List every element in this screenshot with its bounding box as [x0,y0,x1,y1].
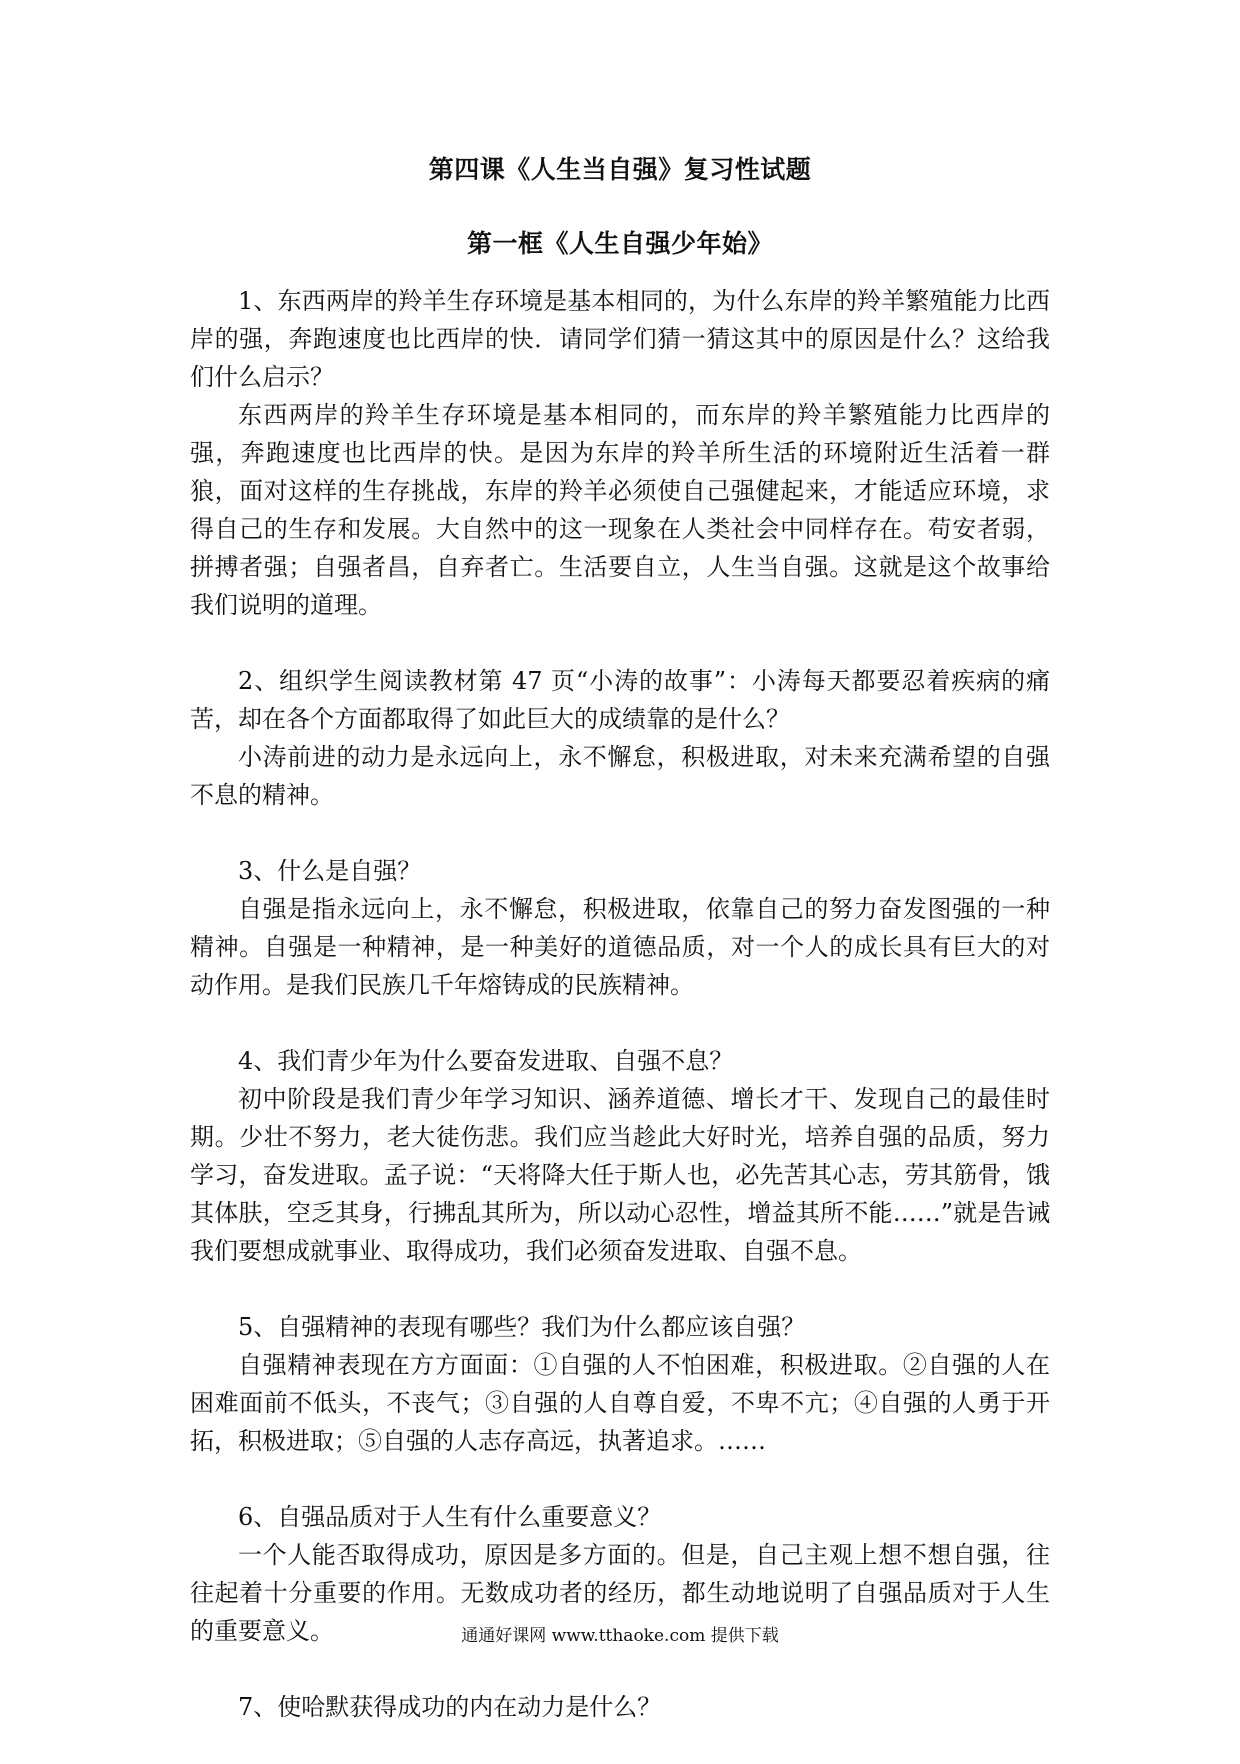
question-text: 2、组织学生阅读教材第 47 页“小涛的故事”：小涛每天都要忍着疾病的痛苦，却在各个方面都取得了如此巨大的成绩靠的是什么？ [190,667,1050,733]
qa-item-5 [190,1308,1050,1460]
answer-text: 初中阶段是我们青少年学习知识、涵养道德、增长才干、发现自己的最佳时期。少壮不努力，老大徒伤悲。我们应当趁此大好时光，培养自强的品质，努力学习，奋发进取。孟子说：“天将降大任于斯人也，必先苦其心志，劳其筋骨，饿其体肤，空乏其身，行拂乱其所为，所以动心忍性，增益其所不能……”就是告诫我们要想成就事业、取得成功，我们必须奋发进取、自强不息。 [190,1085,1050,1265]
qa-item-7 [190,1688,1050,1726]
question-text: 3、什么是自强？ [238,857,422,885]
question-text: 4、我们青少年为什么要奋发进取、自强不息？ [238,1047,734,1075]
answer-text: 东西两岸的羚羊生存环境是基本相同的，而东岸的羚羊繁殖能力比西岸的强，奔跑速度也比西岸的快。是因为东岸的羚羊所生活的环境附近生活着一群狼，面对这样的生存挑战，东岸的羚羊必须使自己强健起来，才能适应环境，求得自己的生存和发展。大自然中的这一现象在人类社会中同样存在。苟安者弱，拼搏者强；自强者昌，自弃者亡。生活要自立，人生当自强。这就是这个故事给我们说明的道理。 [190,401,1050,619]
question-text: 7、使哈默获得成功的内在动力是什么？ [238,1693,662,1721]
answer-text: 一个人能否取得成功，原因是多方面的。但是，自己主观上想不想自强，往往起着十分重要的作用。无数成功者的经历，都生动地说明了自强品质对于人生的重要意义。 [190,1541,1050,1645]
qa-item-1 [190,282,1050,624]
question-list [190,282,1050,1764]
qa-item-2 [190,662,1050,814]
document-title: 第四课《人生当自强》复习性试题 [428,155,812,184]
question-text: 1、东西两岸的羚羊生存环境是基本相同的，为什么东岸的羚羊繁殖能力比西岸的强，奔跑速度也比西岸的快．请同学们猜一猜这其中的原因是什么？这给我们什么启示？ [190,287,1050,391]
question-text: 6、自强品质对于人生有什么重要意义？ [238,1503,662,1531]
section-title: 第一框《人生自强少年始》 [466,229,773,258]
qa-item-3 [190,852,1050,1004]
answer-text: 自强精神表现在方方面面：①自强的人不怕困难，积极进取。②自强的人在困难面前不低头，不丧气；③自强的人自尊自爱，不卑不亢；④自强的人勇于开拓，积极进取；⑤自强的人志存高远，执著追求。…… [190,1351,1050,1455]
qa-item-4 [190,1042,1050,1270]
answer-text: 小涛前进的动力是永远向上，永不懈怠，积极进取，对未来充满希望的自强不息的精神。 [190,743,1050,809]
page-footer: 通通好课网 www.tthaoke.com 提供下载 [461,1626,779,1646]
answer-text: 自强是指永远向上，永不懈怠，积极进取，依靠自己的努力奋发图强的一种精神。自强是一种精神，是一种美好的道德品质，对一个人的成长具有巨大的对动作用。是我们民族几千年熔铸成的民族精神。 [190,895,1050,999]
question-text: 5、自强精神的表现有哪些？我们为什么都应该自强？ [238,1313,806,1341]
